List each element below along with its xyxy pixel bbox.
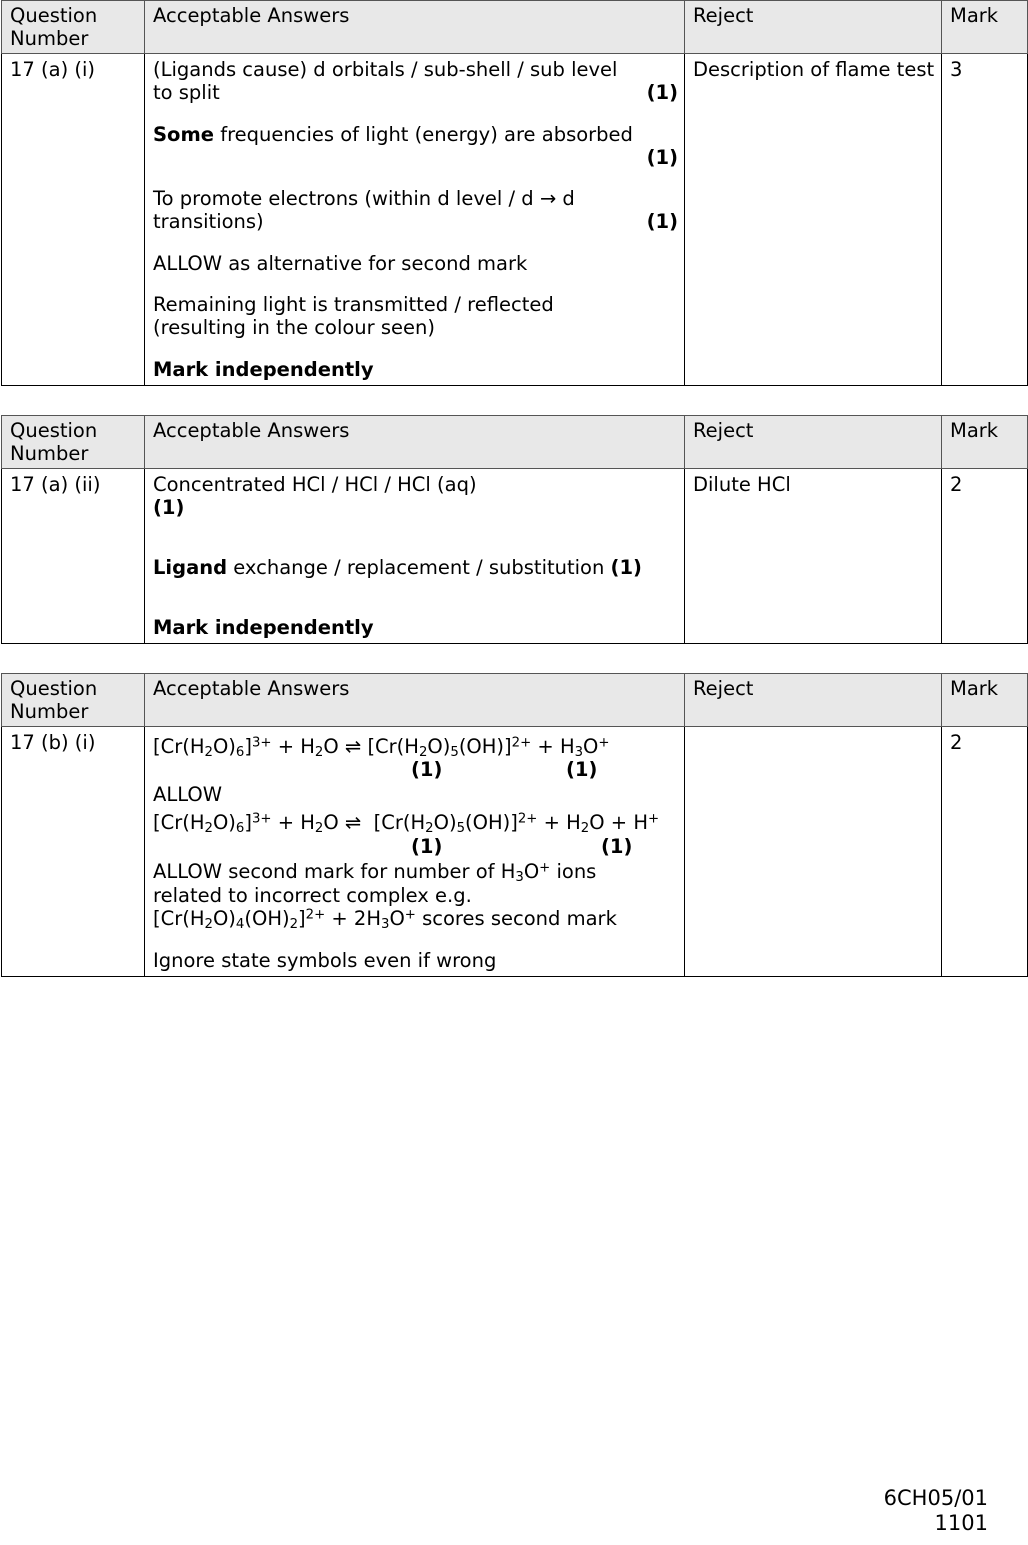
column-header-acceptable-answers: Acceptable Answers <box>145 1 685 54</box>
answer-line-with-mark <box>153 210 678 233</box>
answer-line-text: frequencies of light (energy) are absorbed <box>214 122 633 146</box>
answer-line: Remaining light is transmitted / reflected <box>153 293 554 317</box>
answer-line: ALLOW as alternative for second mark <box>153 251 528 275</box>
blank-line <box>153 339 678 358</box>
mark-independently-note: Mark independently <box>153 357 374 381</box>
column-header-question-number <box>2 1 145 54</box>
table-header-row <box>2 1 1028 54</box>
answer-line-text: transitions) <box>153 210 264 234</box>
column-header-reject: Reject <box>685 673 942 726</box>
table-gap <box>0 386 1028 415</box>
table-row <box>2 54 1028 386</box>
blank-line <box>153 597 678 616</box>
table-gap <box>0 644 1028 673</box>
question-number-cell: 17 (b) (i) <box>2 726 145 977</box>
answer-line-with-mark <box>153 81 678 104</box>
mark-scheme-table-17a-ii <box>1 415 1028 644</box>
table-row <box>2 468 1028 643</box>
answer-line <box>153 123 678 146</box>
answer-content <box>153 58 678 381</box>
question-number-header-line2: Number <box>10 699 89 723</box>
column-header-mark: Mark <box>942 415 1028 468</box>
chemical-equation-1: $[Cr(H_2O)_6]^{3+} + H_2O$ ⇌ $[Cr(H_2O)_5(OH)]^{2+} + H_3O^+$ <box>153 734 610 760</box>
acceptable-answers-cell <box>145 54 685 386</box>
mark-award: (1) <box>153 495 185 519</box>
column-header-mark: Mark <box>942 1 1028 54</box>
allow-label: ALLOW <box>153 783 223 807</box>
emphasis-word: Some <box>153 122 214 146</box>
answer-line <box>153 556 678 579</box>
answer-line: Concentrated HCl / HCl / HCl (aq) <box>153 472 477 496</box>
column-header-acceptable-answers: Acceptable Answers <box>145 673 685 726</box>
question-number-header-line2: Number <box>10 27 89 50</box>
note-line: ALLOW second mark for number of $H_3O^+$ ions <box>153 860 597 886</box>
column-header-reject: Reject <box>685 415 942 468</box>
mark-award: (1) <box>646 145 678 169</box>
answer-line-text: exchange / replacement / substitution <box>227 555 611 579</box>
question-number-header-line1: Question <box>10 418 98 442</box>
mark-award: (1) <box>601 835 633 859</box>
blank-line <box>153 104 678 123</box>
mark-award: (1) <box>411 758 443 782</box>
answer-line <box>153 616 678 639</box>
mark-award: (1) <box>411 835 443 859</box>
answer-line: (Ligands cause) d orbitals / sub-shell / sub level <box>153 58 618 81</box>
mark-award: (1) <box>566 758 598 782</box>
mark-award: (1) <box>646 210 678 234</box>
mark-award: (1) <box>646 81 678 104</box>
blank-line <box>153 233 678 252</box>
question-number-cell: 17 (a) (ii) <box>2 468 145 643</box>
question-number-header-line1: Question <box>10 676 98 700</box>
answer-line: To promote electrons (within d level / d → d <box>153 187 575 211</box>
table-row <box>2 726 1028 977</box>
mark-award: (1) <box>610 555 642 579</box>
mark-cell: 3 <box>942 54 1028 386</box>
answer-line: (resulting in the colour seen) <box>153 316 435 340</box>
column-header-acceptable-answers: Acceptable Answers <box>145 415 685 468</box>
page-reference: 1101 <box>934 1511 988 1536</box>
blank-line <box>153 537 678 556</box>
answer-content <box>153 735 678 973</box>
column-header-question-number <box>2 415 145 468</box>
equation-1-marks <box>153 758 678 783</box>
emphasis-word: Ligand <box>153 555 228 579</box>
acceptable-answers-cell <box>145 726 685 977</box>
reject-cell: Description of flame test <box>685 54 942 386</box>
equation-2-marks <box>153 835 678 860</box>
acceptable-answers-cell <box>145 468 685 643</box>
answer-line-text: to split <box>153 81 220 104</box>
answer-line <box>153 358 678 381</box>
blank-line <box>153 169 678 188</box>
table-header-row <box>2 673 1028 726</box>
note-line: related to incorrect complex e.g. <box>153 883 472 907</box>
blank-line <box>153 519 678 538</box>
chemical-equation-2: $[Cr(H_2O)_6]^{3+} + H_2O$ ⇌ $[Cr(H_2O)_5(OH)]^{2+} + H_2O + H^+$ <box>153 811 660 837</box>
mark-cell: 2 <box>942 726 1028 977</box>
page-footer <box>884 1486 988 1537</box>
mark-independently-note: Mark independently <box>153 615 374 639</box>
mark-cell: 2 <box>942 468 1028 643</box>
question-number-header-line1: Question <box>10 4 98 27</box>
question-number-cell: 17 (a) (i) <box>2 54 145 386</box>
paper-code: 6CH05/01 <box>883 1485 988 1510</box>
column-header-question-number <box>2 673 145 726</box>
column-header-reject: Reject <box>685 1 942 54</box>
mark-scheme-table-17b-i <box>1 673 1028 978</box>
question-number-header-line2: Number <box>10 441 89 465</box>
answer-line-with-mark <box>153 146 678 169</box>
note-line: $[Cr(H_2O)_4(OH)_2]^{2+} + 2H_3O^+$ scores second mark <box>153 906 617 932</box>
reject-cell: Dilute HCl <box>685 468 942 643</box>
table-header-row <box>2 415 1028 468</box>
blank-line <box>153 579 678 598</box>
blank-line <box>153 275 678 294</box>
answer-line-with-mark <box>153 496 678 519</box>
note-line: Ignore state symbols even if wrong <box>153 949 497 973</box>
blank-line <box>153 931 678 950</box>
mark-scheme-table-17a-i <box>1 0 1028 386</box>
column-header-mark: Mark <box>942 673 1028 726</box>
reject-cell <box>685 726 942 977</box>
answer-content <box>153 473 678 639</box>
